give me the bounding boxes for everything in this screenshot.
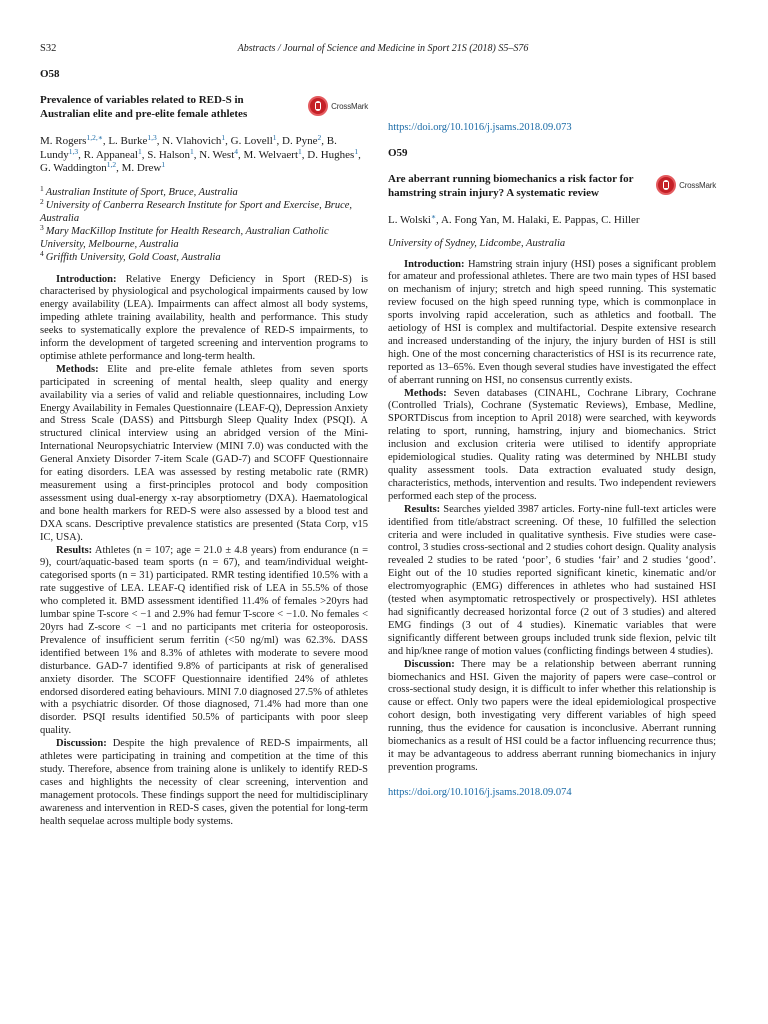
author-name: E. Pappas [552,214,596,226]
author-name: M. Halaki [502,214,547,226]
abstract-id-o58: O58 [40,68,60,80]
author-separator: , [141,148,148,161]
author-affiliation-marker[interactable]: 1,3 [147,133,157,142]
doi-link-o58[interactable]: https://doi.org/10.1016/j.jsams.2018.09.073 [388,122,572,133]
author-name: N. West [199,148,235,161]
author-name: B. Lundy [40,135,337,161]
author-name: M. Welvaert [243,148,299,161]
author-name: G. Lovell [230,135,273,147]
author-separator: , [102,135,109,147]
discussion-o58 [40,738,368,828]
affiliation-text: Mary MacKillop Institute for Health Research, Australian Catholic University, Melbourne, Australia [40,225,329,250]
author-name: G. Waddington [40,162,107,174]
left-column [40,68,368,828]
author-name: L. Wolski [388,214,431,226]
author-separator: , [78,148,84,161]
discussion-o59 [388,659,716,775]
introduction-heading: Introduction: [404,258,465,270]
author-affiliation-marker[interactable]: 1 [221,133,226,142]
page-number: S32 [40,43,57,54]
author-affiliation-marker[interactable]: 1 [138,146,142,156]
methods-o59 [388,388,716,504]
crossmark-label: CrossMark [679,180,716,190]
author-affiliation-marker[interactable]: 1,2,∗ [86,133,103,142]
introduction-o59 [388,259,716,388]
right-column [388,68,716,798]
author-affiliation-marker[interactable]: 4 [234,146,238,156]
author-affiliation-marker[interactable]: 1 [190,146,194,156]
author-separator: , [436,214,441,226]
affiliation-text: Griffith University, Gold Coast, Australia [45,251,221,263]
author-affiliation-marker[interactable]: 2 [317,133,322,142]
affiliation-list-o58 [40,183,368,264]
results-o58 [40,545,368,739]
author-affiliation-marker[interactable]: 1 [161,160,166,169]
author-separator: , [546,214,553,226]
discussion-heading: Discussion: [56,738,107,750]
author-list-o59 [388,214,716,228]
crossmark-badge[interactable] [656,175,716,195]
abstract-id-o59: O59 [388,147,408,159]
author-name: A. Fong Yan [440,214,497,226]
author-name: M. Rogers [40,135,87,147]
methods-text: Elite and pre-elite female athletes from seven sports participated in screening of mental health, sleep quality and energy availability via a series of valid and reliable questionnaires, including Low Energy Availability in Females Questionnaire (LEAF-Q), Depression Anxiety and Stress Scale (DASS) and Pittsburgh Sleep Quality Index (PSQI). A structured clinical interview using an abridged version of the Mini-International Neuropsychiatric Interview (MINI 7.0) was conducted with the General Anxiety Disorder 7-item Scale (GAD-7) and SCOFF Questionnaire for eating disorders. LEA was assessed by resting metabolic rate (RMR) measurement using a first-principles protocol and body composition assessment using dual-energy x-ray absorptiometry (DXA). Haematological and bone health markers for RED-S were also assessed by a blood test and DXA scans. Descriptive prevalence statistics are presented (Stata Corp, v15 IC, USA). [40,363,369,543]
results-text: Athletes (n = 107; age = 21.0 ± 4.8 years) from endurance (n = 9), court/aquatic-based team sports (n = 67), and team/individual weight-categorised sports (n = 31) participated. RMR testing identified 10.5% with a rate suggestive of LEA. LEAF-Q identified risk of LEA in 55.5% of those who completed it. BMD assessment identified 11.4% of females >20yrs had lumbar spine T-score < −1 and 2.9% had femur T-score < −1.0. No females < 20yrs had Z-score < −1 and no participants met criteria for osteoporosis. Prevalence of insufficient serum ferritin (<50 ng/ml) was 62.3%. DASS identified between 1% and 8.3% of athletes with moderate to severe mood disturbance. GAD-7 identified 9.8% of participants at risk of generalised anxiety disorder. The SCOFF Questionnaire identified 24% of athletes endorsed disordered eating behaviours. MINI 7.0 diagnosed 27.5% of athletes with a psychiatric disorder. Of those diagnosed, 71.4% had more than one disorder. PSQI results identified 50.5% of participants with poor sleep quality. [40,544,369,737]
author-name: M. Drew [121,162,162,174]
author-separator: , [496,214,503,226]
author-separator: , [321,135,327,147]
author-name: S. Halson [147,148,191,161]
author-name: R. Appaneal [83,148,138,161]
affiliation-item [40,183,368,199]
methods-text: Seven databases (CINAHL, Cochrane Library, Cochrane (Controlled Trials), Cochrane (Systematic Reviews), Embase, Medline, SPORTDiscus from inception to April 2018) were searched, with keywords relating to sport, running, hamstring, injury and biomechanics. Strict inclusion and exclusion criteria were utilised to identify appropriate epidemiological studies. Quality rating was determined by NHLBI study quality assessment tools. Data extraction evaluated study design, characteristics, methods, intervention and results. Two independent reviewers performed each step of the process. [388,387,716,502]
author-list-o58 [40,135,368,176]
methods-o58 [40,364,368,545]
author-separator: , [156,135,163,147]
author-separator: , [238,148,244,161]
author-name: L. Burke [108,135,148,147]
affiliation-number: 1 [40,183,44,193]
affiliation-text: Australian Institute of Sport, Bruce, Australia [45,186,238,198]
author-name: N. Vlahovich [162,135,222,147]
affiliation-o59: University of Sydney, Lidcombe, Australia [388,237,566,249]
article-title-o59: Are aberrant running biomechanics a risk factor for hamstring strain injury? A systematic review [388,173,634,199]
introduction-text: Relative Energy Deficiency in Sport (RED-S) is characterised by physiological and psychological impairments caused by low energy availability (LEA). Impairments can affect almost all body systems, impeding athlete training availability, health and performance. This study seeks to systematically explore the prevalence of RED-S impairments, to inform the development of targeted screening and intervention programs to optimise athlete performance and long-term health. [40,273,368,362]
author-separator: , [276,135,283,147]
affiliation-item [40,248,368,264]
affiliation-item [40,222,368,251]
methods-heading: Methods: [56,363,99,375]
discussion-heading: Discussion: [404,658,455,670]
author-affiliation-marker[interactable]: 1,2 [106,160,117,169]
results-heading: Results: [56,544,93,556]
author-name: D. Pyne [282,135,318,147]
author-separator: , [225,135,231,147]
article-title-o58: Prevalence of variables related to RED-S in Australian elite and pre-elite female athletes [40,94,248,120]
methods-heading: Methods: [404,387,447,399]
crossmark-icon [308,96,328,116]
introduction-heading: Introduction: [56,273,117,285]
crossmark-badge[interactable] [308,96,368,116]
discussion-text: Despite the high prevalence of RED-S impairments, all athletes were participating in training and competition at the time of this study. Therefore, absence from training alone is unlikely to identify RED-S cases and highlights the necessity of clear screening, intervention and management protocols. These findings support the need for multidisciplinary awareness and intervention in RED-S cases, given the potential for long-term health sequelae across multiple body systems. [40,738,368,827]
introduction-o58 [40,274,368,364]
affiliation-number: 4 [40,248,44,258]
author-affiliation-marker[interactable]: ∗ [430,212,437,221]
doi-link-o59[interactable]: https://doi.org/10.1016/j.jsams.2018.09.074 [388,786,572,798]
crossmark-icon [656,175,676,195]
affiliation-item [40,196,368,225]
results-heading: Results: [404,503,441,515]
author-affiliation-marker[interactable]: 1 [272,133,277,142]
author-name: D. Hughes [307,148,355,161]
author-separator: , [301,148,308,161]
author-separator: , [358,148,361,161]
author-separator: , [193,148,200,161]
discussion-text: There may be a relationship between aberrant running biomechanics and HSI. Given the majority of papers were case–control or cross-sectional study design, it is difficult to infer whether this relationship is cause or effect. Only two papers were the ideal epidemiological prospective cohort design, both investigating very different variables of high speed running, thus the evidence for causation is inconclusive. Aberrant running biomechanics as a result of HSI could be a factor influencing recurrence thus; it may be advantageous to address aberrant running biomechanics in injury prevention programs. [388,658,716,773]
affiliation-number: 3 [40,222,44,232]
affiliation-text: University of Canberra Research Institute for Sport and Exercise, Bruce, Australia [40,199,353,224]
journal-title: Abstracts / Journal of Science and Medicine in Sport 21S (2018) S5–S76 [237,43,529,54]
crossmark-label: CrossMark [331,101,368,111]
introduction-text: Hamstring strain injury (HSI) poses a significant problem for amateur and professional athletes. There are two main types of HSI based on mechanism of injury; stretch and high speed running. This systematic review focused on the high speed running type, which is commonplace in sports involving rapid acceleration, such as athletics and football. The aetiology of HSI is complex and multifactorial. Despite extensive research and increased understanding of the injury, the injury burden of HSI is still high. One of the most concerning characteristics of HSI is its recurrence rate, reported as 13–65%. Even though several studies have investigated the effect of aberrant running on HSI, no consensus currently exists. [388,258,716,386]
author-separator: , [595,214,602,226]
author-separator: , [116,162,122,174]
page-header [40,43,726,57]
results-text: Searches yielded 3987 articles. Forty-nine full-text articles were identified from title/abstract screening. Of these, 10 fulfilled the selection criteria and were included in qualitative synthesis. Five studies were case-control, 3 studies cross-sectional and 2 studies cohort design. Quality analysis revealed 2 studies to be rated ‘poor’, 6 studies ‘fair’ and 2 studies ‘good’. Eight out of the 10 studies reported significant kinetic, kinematic and/or electromyographic (EMG) differences in athletes who had sustained HSI (tested when asymptomatic retrospectively or prospectively). HSI athletes had significantly decreased horizontal force (2 out of 3 studies) and altered EMG findings (3 out of 4 studies). Kinematic variables that were significantly different between groups included trunk side flexion, pelvic tilt and hip/knee range of motion values (conflicting findings between 4 studies). [388,503,717,657]
affiliation-number: 2 [40,196,44,206]
author-affiliation-marker[interactable]: 1,3 [68,146,79,156]
author-affiliation-marker[interactable]: 1 [354,146,359,156]
author-affiliation-marker[interactable]: 1 [298,146,302,156]
author-name: C. Hiller [601,214,640,226]
results-o59 [388,504,716,659]
